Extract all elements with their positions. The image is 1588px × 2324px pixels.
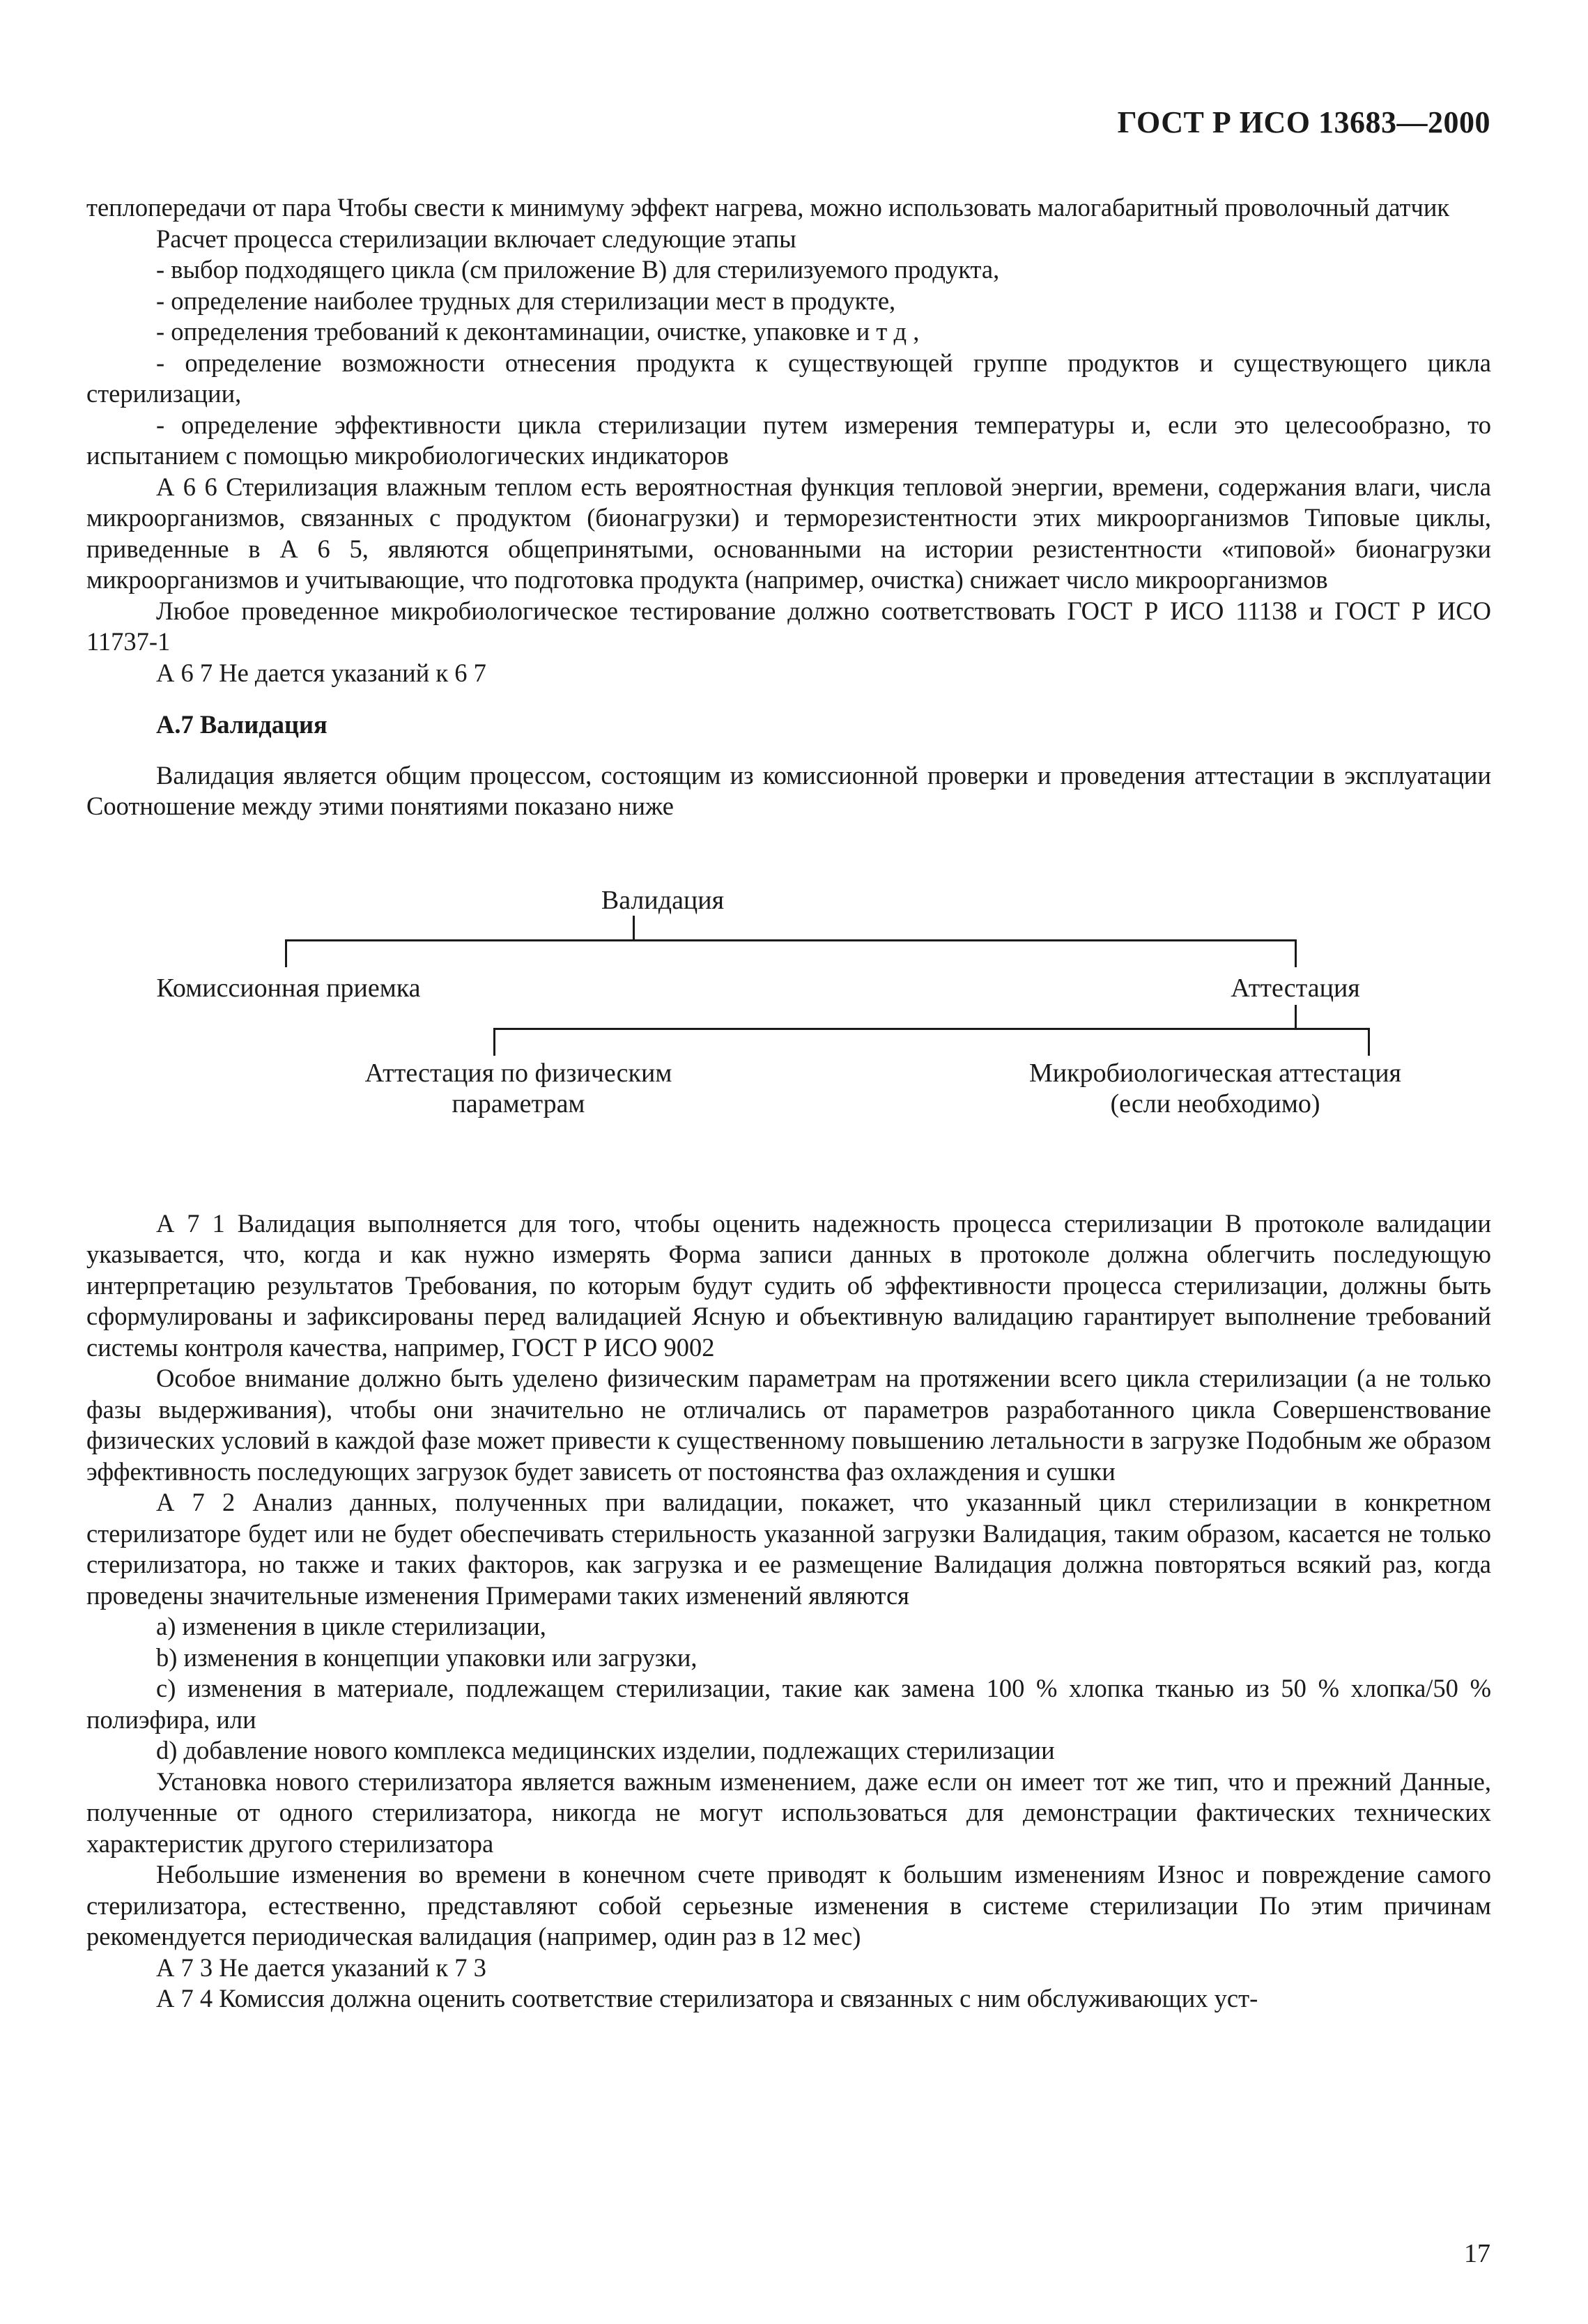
paragraph: d) добавление нового комплекса медицинских изделии, подлежащих стерилизации bbox=[156, 1736, 1055, 1764]
paragraphs-before bbox=[86, 192, 1491, 688]
paragraphs-after bbox=[86, 1208, 1491, 2015]
diagram-right-label: Аттестация bbox=[1231, 973, 1360, 1003]
paragraph: - определения требований к деконтаминации, очистке, упаковке и т д , bbox=[156, 317, 920, 346]
paragraph: Особое внимание должно быть уделено физическим параметрам на протяжении всего цикла стерилизации (а не только фазы выдерживания), чтобы они значительно не отличались от параметров разработанного цикла Совершенствование физических условий в каждой фазе может привести к существенному повышению летальности в загрузке Подобным же образом эффективность последующих загрузок будет зависеть от постоянства фаз охлаждения и сушки bbox=[86, 1364, 1491, 1486]
diagram-connector bbox=[1295, 1005, 1297, 1029]
diagram-label-line: Аттестация по физическим bbox=[364, 1058, 672, 1088]
validation-diagram bbox=[86, 843, 1491, 1185]
paragraph: А 7 3 Не дается указаний к 7 3 bbox=[156, 1953, 486, 1982]
paragraph: b) изменения в концепции упаковки или загрузки, bbox=[156, 1642, 697, 1672]
paragraph: c) изменения в материале, подлежащем стерилизации, такие как замена 100 % хлопка тканью из 50 % хлопка/50 % полиэфира, или bbox=[86, 1674, 1491, 1734]
paragraph: теплопередачи от пара Чтобы свести к минимуму эффект нагрева, можно использовать малогабаритный проволочный датчик bbox=[86, 193, 1450, 222]
paragraph: А 7 1 Валидация выполняется для того, чтобы оценить надежность процесса стерилизации В протоколе валидации указывается, что, когда и как нужно измерять Форма записи данных в протоколе должна облегчить последующую интерпретацию результатов Требования, по которым будут судить об эффективности процесса стерилизации, должны быть сформулированы и зафиксированы перед валидацией Ясную и объективную валидацию гарантирует выполнение требований системы контроля качества, например, ГОСТ Р ИСО 9002 bbox=[86, 1208, 1491, 1362]
paragraph: - выбор подходящего цикла (см приложение В) для стерилизуемого продукта, bbox=[156, 255, 1000, 284]
diagram-connector bbox=[1368, 1028, 1370, 1056]
diagram-left-label: Комиссионная приемка bbox=[156, 973, 421, 1003]
diagram-connector bbox=[493, 1028, 495, 1056]
paragraph: А 7 2 Анализ данных, полученных при валидации, покажет, что указанный цикл стерилизации в конкретном стерилизаторе будет или не будет обеспечивать стерильность указанной загрузки Валидация, таким образом, касается не только стерилизатора, но также и таких факторов, как загрузка и ее размещение Валидация должна повторяться всякий раз, когда проведены значительные изменения Примерами таких изменений являются bbox=[86, 1488, 1491, 1610]
paragraph: - определение наиболее трудных для стерилизации мест в продукте, bbox=[156, 286, 896, 315]
paragraph: А 6 6 Стерилизация влажным теплом есть вероятностная функция тепловой энергии, времени, содержания влаги, числа микроорганизмов, связанных с продуктом (бионагрузки) и терморезистентности этих микроорганизмов Типовые циклы, приведенные в А 6 5, являются общепринятыми, основанными на истории резистентности «типовой» бионагрузки микроорганизмов и учитывающие, что подготовка продукта (например, очистка) снижает число микроорганизмов bbox=[86, 472, 1491, 594]
section-intro: Валидация является общим процессом, состоящим из комиссионной проверки и проведения аттестации в эксплуатации Соотношение между этими понятиями показано ниже bbox=[86, 760, 1491, 820]
paragraph: Установка нового стерилизатора является важным изменением, даже если он имеет тот же тип, что и прежний Данные, полученные от одного стерилизатора, никогда не могут использоваться для демонстрации фактических технических характеристик другого стерилизатора bbox=[86, 1767, 1491, 1858]
paragraph: a) изменения в цикле стерилизации, bbox=[156, 1612, 546, 1640]
diagram-connector bbox=[493, 1028, 1370, 1030]
paragraph: - определение эффективности цикла стерилизации путем измерения температуры и, если это целесообразно, то испытанием с помощью микробиологических индикаторов bbox=[86, 410, 1491, 470]
diagram-connector bbox=[285, 939, 1297, 941]
diagram-connector bbox=[1295, 939, 1297, 967]
paragraph: Небольшие изменения во времени в конечном счете приводят к большим изменениям Износ и повреждение самого стерилизатора, естественно, представляют собой серьезные изменения в системе стерилизации По этим причинам рекомендуется периодическая валидация (например, один раз в 12 мес) bbox=[86, 1860, 1491, 1950]
diagram-micro-attestation-label bbox=[992, 1058, 1438, 1119]
paragraph: А 6 7 Не дается указаний к 6 7 bbox=[156, 658, 486, 687]
section-title: А.7 Валидация bbox=[156, 710, 327, 739]
paragraph: Любое проведенное микробиологическое тестирование должно соответствовать ГОСТ Р ИСО 11138 и ГОСТ Р ИСО 11737-1 bbox=[86, 596, 1491, 656]
page-number: 17 bbox=[1464, 2239, 1490, 2268]
paragraph: - определение возможности отнесения продукта к существующей группе продуктов и существующего цикла стерилизации, bbox=[86, 348, 1491, 408]
diagram-label-line: параметрам bbox=[452, 1088, 585, 1118]
diagram-connector bbox=[633, 916, 635, 941]
paragraph: Расчет процесса стерилизации включает следующие этапы bbox=[156, 224, 796, 253]
diagram-physical-attestation-label bbox=[337, 1058, 700, 1119]
diagram-label-line: (если необходимо) bbox=[1110, 1088, 1320, 1118]
diagram-root-label: Валидация bbox=[601, 885, 725, 915]
paragraph: А 7 4 Комиссия должна оценить соответствие стерилизатора и связанных с ним обслуживающих уст- bbox=[156, 1984, 1258, 2013]
document-body bbox=[86, 192, 1491, 2015]
diagram-label-line: Микробиологическая аттестация bbox=[1028, 1058, 1402, 1088]
diagram-connector bbox=[285, 939, 287, 967]
document-header: ГОСТ Р ИСО 13683—2000 bbox=[1117, 105, 1490, 139]
